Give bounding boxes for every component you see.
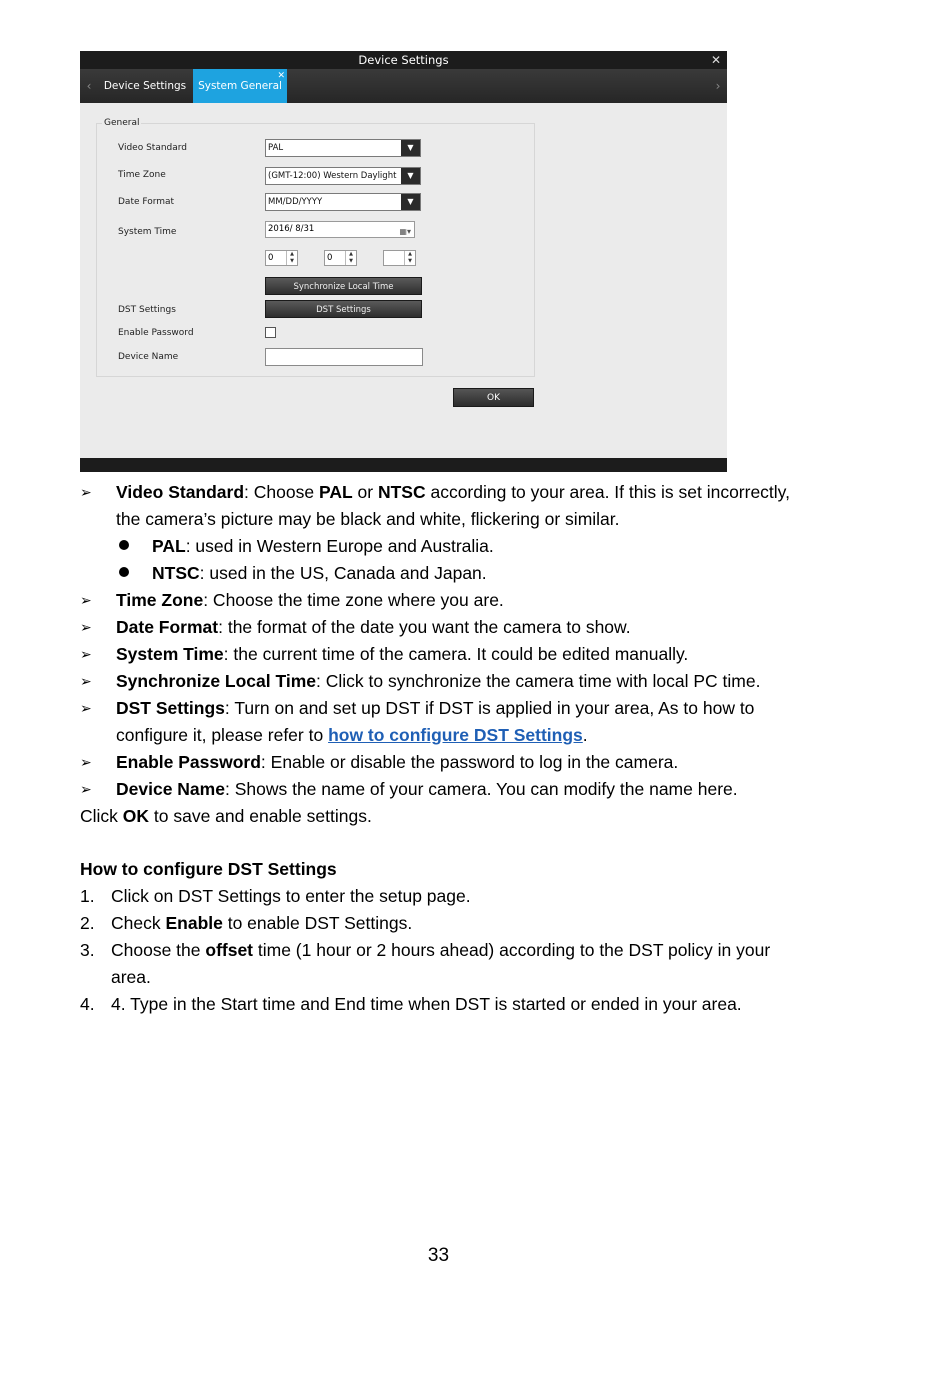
video-standard-select[interactable]: PAL ▼	[265, 139, 421, 157]
calendar-icon[interactable]: ▦▾	[399, 227, 411, 236]
ntsc-desc: NTSC: used in the US, Canada and Japan.	[152, 563, 487, 583]
bullet-arrow-icon: ➢	[80, 592, 92, 608]
system-time-desc: System Time: the current time of the camera. It could be edited manually.	[116, 644, 689, 664]
bullet-arrow-icon: ➢	[80, 700, 92, 716]
dropdown-arrow-icon: ▼	[401, 140, 420, 156]
bullet-arrow-icon: ➢	[80, 781, 92, 797]
hour-spinner[interactable]: 0 ▲ ▼	[265, 250, 298, 266]
step-number: 4.	[80, 994, 95, 1014]
step-3-cont: area.	[111, 967, 151, 987]
window-bottom-bar	[80, 458, 727, 472]
spinner-arrows-icon[interactable]: ▲ ▼	[345, 251, 356, 265]
date-format-select[interactable]: MM/DD/YYYY ▼	[265, 193, 421, 211]
pal-desc: PAL: used in Western Europe and Australia.	[152, 536, 494, 556]
click-ok-text: Click OK to save and enable settings.	[80, 806, 372, 826]
tab-device-settings[interactable]: Device Settings	[103, 80, 187, 92]
enable-password-label: Enable Password	[118, 328, 194, 338]
video-standard-desc: Video Standard: Choose PAL or NTSC according to your area. If this is set incorrectly,	[116, 482, 791, 502]
dst-settings-label: DST Settings	[118, 305, 176, 315]
video-standard-label: Video Standard	[118, 143, 188, 153]
window-title: Device Settings	[358, 53, 449, 67]
bullet-arrow-icon: ➢	[80, 484, 92, 500]
time-zone-label: Time Zone	[118, 170, 166, 180]
synchronize-local-time-button[interactable]: Synchronize Local Time	[265, 277, 422, 295]
close-icon[interactable]: ✕	[710, 53, 721, 67]
video-standard-desc-cont: the camera’s picture may be black and white, flickering or similar.	[116, 509, 620, 529]
device-name-desc: Device Name: Shows the name of your camera. You can modify the name here.	[116, 779, 738, 799]
bullet-arrow-icon: ➢	[80, 754, 92, 770]
tab-bar	[80, 69, 727, 103]
dropdown-arrow-icon: ▼	[401, 168, 420, 184]
enable-password-checkbox[interactable]	[265, 327, 276, 338]
bullet-dot-icon	[119, 540, 129, 550]
step-number: 3.	[80, 940, 95, 960]
system-date-picker[interactable]: 2016/ 8/31 ▦▾	[265, 221, 415, 238]
chevron-right-icon[interactable]: ›	[715, 79, 721, 93]
dst-desc: DST Settings: Turn on and set up DST if DST is applied in your area, As to how to	[116, 698, 755, 718]
minute-spinner[interactable]: 0 ▲ ▼	[324, 250, 357, 266]
dst-desc-cont: configure it, please refer to how to configure DST Settings.	[116, 725, 588, 745]
group-title: General	[104, 118, 140, 128]
second-spinner[interactable]	[383, 250, 416, 266]
spinner-arrows-icon[interactable]: ▲ ▼	[286, 251, 297, 265]
page-number: 33	[427, 1245, 450, 1266]
device-settings-window	[80, 51, 727, 472]
tab-close-icon[interactable]: ✕	[277, 71, 285, 81]
device-name-input[interactable]	[265, 348, 423, 366]
step-4: 4. Type in the Start time and End time when DST is started or ended in your area.	[111, 994, 742, 1014]
time-zone-desc: Time Zone: Choose the time zone where you are.	[116, 590, 504, 610]
chevron-left-icon[interactable]: ‹	[86, 79, 92, 93]
general-group	[96, 123, 535, 377]
step-3: Choose the offset time (1 hour or 2 hours ahead) according to the DST policy in your	[111, 940, 771, 960]
window-titlebar	[80, 51, 727, 69]
date-format-label: Date Format	[118, 197, 175, 207]
howto-heading: How to configure DST Settings	[80, 859, 337, 879]
sync-time-desc: Synchronize Local Time: Click to synchronize the camera time with local PC time.	[116, 671, 761, 691]
device-name-label: Device Name	[118, 352, 179, 362]
step-number: 1.	[80, 886, 95, 906]
ok-button[interactable]: OK	[453, 388, 534, 407]
step-number: 2.	[80, 913, 95, 933]
bullet-dot-icon	[119, 567, 129, 577]
date-format-desc: Date Format: the format of the date you want the camera to show.	[116, 617, 631, 637]
time-zone-select[interactable]: (GMT-12:00) Western Daylight ▼	[265, 167, 421, 185]
step-2: Check Enable to enable DST Settings.	[111, 913, 413, 933]
dropdown-arrow-icon: ▼	[401, 194, 420, 210]
spinner-arrows-icon[interactable]: ▲ ▼	[404, 251, 415, 265]
enable-password-desc: Enable Password: Enable or disable the password to log in the camera.	[116, 752, 679, 772]
step-1: Click on DST Settings to enter the setup page.	[111, 886, 471, 906]
bullet-arrow-icon: ➢	[80, 619, 92, 635]
tab-system-general[interactable]: System General ✕	[193, 69, 287, 103]
dst-howto-link[interactable]: how to configure DST Settings	[328, 725, 583, 745]
dst-settings-button[interactable]: DST Settings	[265, 300, 422, 318]
bullet-arrow-icon: ➢	[80, 646, 92, 662]
system-time-label: System Time	[118, 227, 177, 237]
bullet-arrow-icon: ➢	[80, 673, 92, 689]
